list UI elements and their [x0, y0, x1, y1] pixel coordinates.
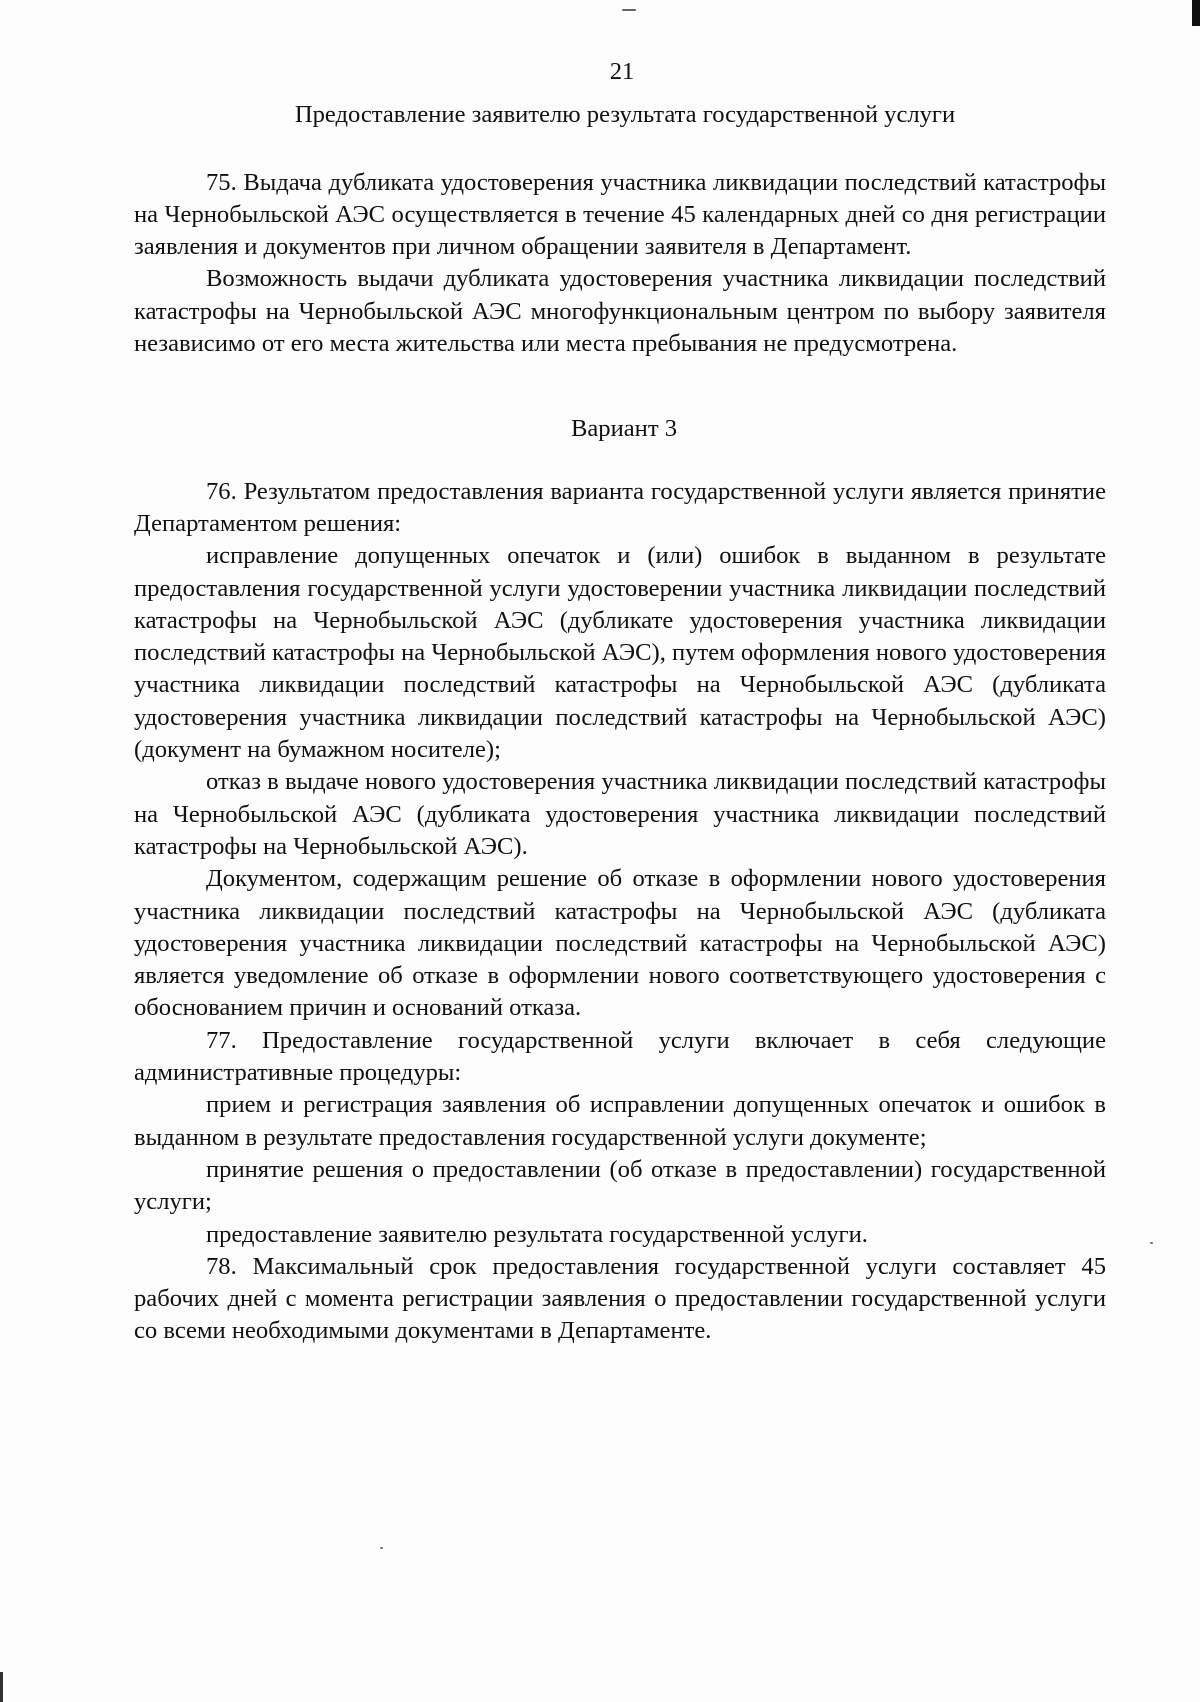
- scan-edge-mark: [1192, 0, 1200, 26]
- variant-title: Вариант 3: [570, 415, 678, 443]
- paragraph: 76. Результатом предоставления варианта государственной услуги является принятие Департаментом решения:: [134, 477, 1106, 537]
- scan-edge-mark: [0, 1672, 3, 1702]
- section-title: Предоставление заявителю результата государственной услуги: [294, 101, 956, 129]
- paragraph: отказ в выдаче нового удостоверения участника ликвидации последствий катастрофы на Чернобыльской АЭС (дубликата удостоверения участника ликвидации последствий катастрофы на Чернобыльской АЭС).: [134, 768, 1106, 860]
- paragraph: 77. Предоставление государственной услуги включает в себя следующие административные процедуры:: [134, 1026, 1106, 1087]
- spacer: [134, 132, 1106, 167]
- paragraph: принятие решения о предоставлении (об отказе в предоставлении) государственной услуги;: [134, 1155, 1106, 1216]
- spacer: [134, 446, 1106, 476]
- paragraph: исправление допущенных опечаток и (или) ошибок в выданном в результате предоставления государственной услуги удостоверении участника ликвидации последствий катастрофы на Чернобыльской АЭС (дубликате удостоверения участника ликвидации последствий катастрофы на Чернобыльской АЭС), путем оформления нового удостоверения участника ликвидации последствий катастрофы на Чернобыльской АЭС (дубликата удостоверения участника ликвидации последствий катастрофы на Чернобыльской АЭС) (документ на бумажном носителе);: [134, 542, 1106, 764]
- scan-speck: [380, 1547, 383, 1549]
- scan-mark-top: [622, 9, 636, 11]
- paragraph: предоставление заявителю результата государственной услуги.: [206, 1220, 868, 1248]
- paragraph: Документом, содержащим решение об отказе в оформлении нового удостоверения участника ликвидации последствий катастрофы на Чернобыльской АЭС (дубликата удостоверения участника ликвидации последствий катастрофы на Чернобыльской АЭС) является уведомление об отказе в оформлении нового соответствующего удостоверения с обоснованием причин и оснований отказа.: [134, 865, 1106, 1022]
- document-body: [134, 56, 1106, 1348]
- spacer: [134, 360, 1106, 413]
- paragraph: Возможность выдачи дубликата удостоверения участника ликвидации последствий катастрофы на Чернобыльской АЭС многофункциональным центром по выбору заявителя независимо от его места жительства или места пребывания не предусмотрена.: [134, 265, 1106, 358]
- scan-speck: [1150, 1242, 1153, 1244]
- paragraph: прием и регистрация заявления об исправлении допущенных опечаток и ошибок в выданном в результате предоставления государственной услуги документе;: [134, 1091, 1106, 1151]
- paragraph: 75. Выдача дубликата удостоверения участника ликвидации последствий катастрофы на Чернобыльской АЭС осуществляется в течение 45 календарных дней со дня регистрации заявления и документов при личном обращении заявителя в Департамент.: [134, 168, 1106, 261]
- page-number: 21: [609, 58, 635, 85]
- paragraph: 78. Максимальный срок предоставления государственной услуги составляет 45 рабочих дней с момента регистрации заявления о предоставлении государственной услуги со всеми необходимыми документами в Департаменте.: [134, 1252, 1106, 1345]
